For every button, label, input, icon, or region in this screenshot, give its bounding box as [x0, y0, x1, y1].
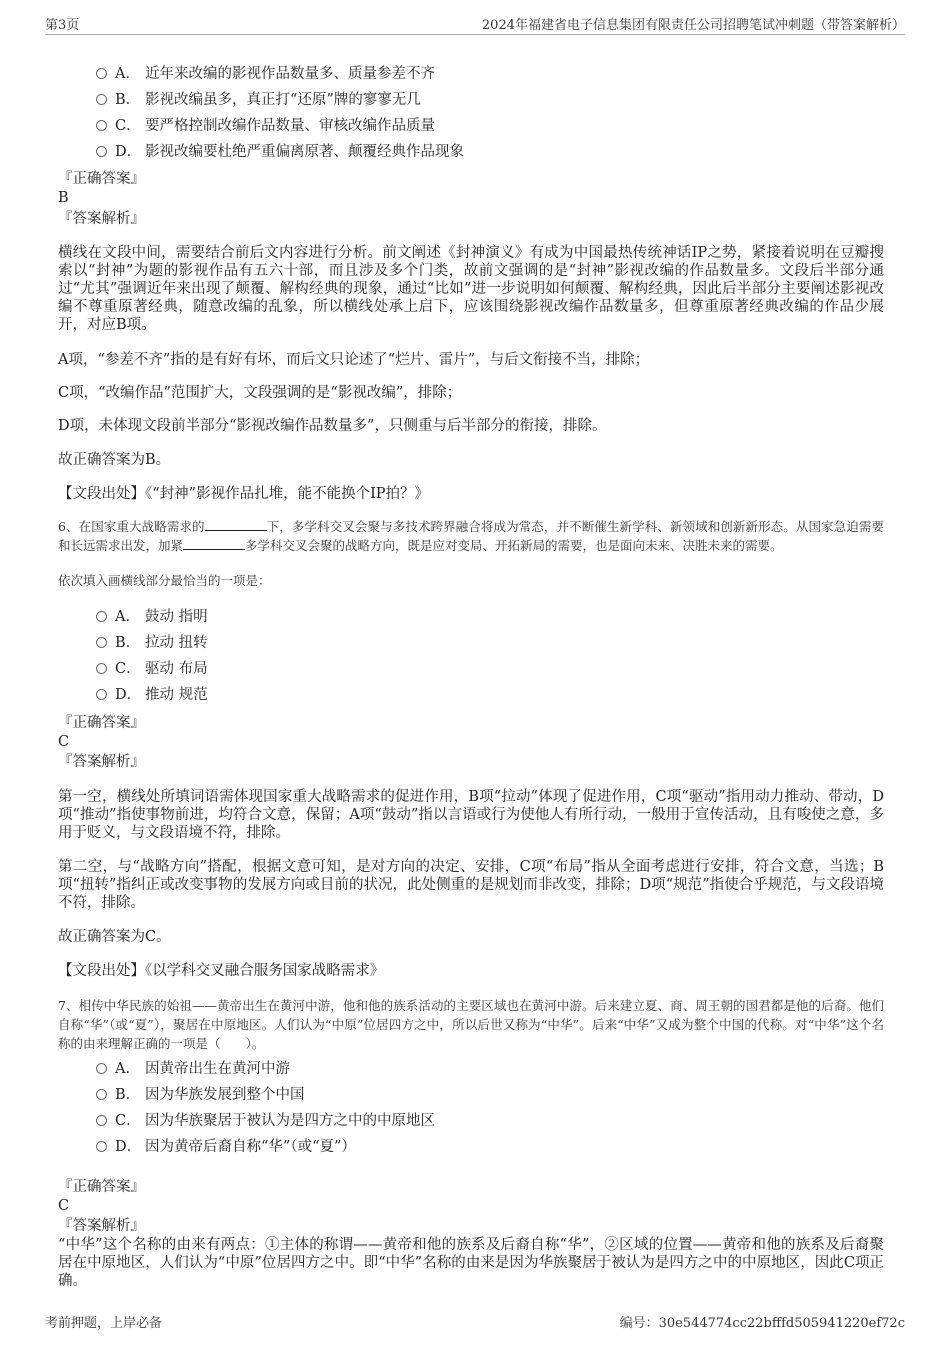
q6-analysis-label: 『答案解析』	[58, 754, 145, 770]
page-number: 第3页	[45, 18, 80, 33]
q6-option-b[interactable]: B． 拉动 扭转	[96, 630, 208, 656]
q7-option-d[interactable]: D． 因为黄帝后裔自称“华”（或“夏”）	[96, 1134, 435, 1160]
radio-icon[interactable]	[96, 637, 107, 648]
footer-slogan: 考前押题，上岸必备	[45, 1316, 163, 1331]
q5-analysis-a: A项，“参差不齐”指的是有好有坏，而后文只论述了“烂片、雷片”，与后文衔接不当，排除；	[58, 352, 650, 368]
radio-icon[interactable]	[96, 611, 107, 622]
q5-option-a[interactable]: A． 近年来改编的影视作品数量多、质量参差不齐	[96, 61, 464, 87]
q6-option-d[interactable]: D． 推动 规范	[96, 682, 208, 708]
q5-answer-label: 『正确答案』	[58, 171, 145, 187]
q5-analysis-label: 『答案解析』	[58, 211, 145, 227]
document-title: 2024年福建省电子信息集团有限责任公司招聘笔试冲刺题（带答案解析）	[481, 18, 905, 33]
q5-option-b[interactable]: B． 影视改编虽多，真正打“还原”牌的寥寥无几	[96, 87, 464, 113]
q7-option-c[interactable]: C． 因为华族聚居于被认为是四方之中的中原地区	[96, 1108, 435, 1134]
q7-options	[96, 1056, 435, 1160]
q5-conclusion: 故正确答案为B。	[58, 452, 171, 468]
q5-analysis-d: D项，未体现文段前半部分“影视改编作品数量多”，只侧重与后半部分的衔接，排除。	[58, 418, 607, 434]
radio-icon[interactable]	[96, 689, 107, 700]
q5-options	[96, 61, 464, 165]
q5-analysis-main: 横线在文段中间，需要结合前后文内容进行分析。前文阐述《封神演义》有成为中国最热传统神话IP之势，紧接着说明在豆瓣搜索以“封神”为题的影视作品有五六十部，而且涉及多个门类，故前文强调的是“封神”影视改编的作品数量多。文段后半部分通过“尤其”强调近年来出现了颠覆、解构经典的现象，通过“比如”进一步说明如何颠覆、解构经典，因此后半部分主要阐述影视改编不尊重原著经典，随意改编的乱象，所以横线处承上启下，应该围绕影视改编作品数量多，但尊重原著经典改编的作品少展开，对应B项。	[58, 245, 884, 333]
page-footer	[45, 1312, 905, 1330]
radio-icon[interactable]	[96, 663, 107, 674]
radio-icon[interactable]	[96, 94, 107, 105]
q5-source: 【文段出处】《“封神”影视作品扎堆，能不能换个IP拍？》	[58, 486, 430, 502]
q6-option-c[interactable]: C． 驱动 布局	[96, 656, 208, 682]
document-serial: 编号：30e544774cc22bfffd505941220ef72c	[619, 1316, 905, 1331]
q6-answer-label: 『正确答案』	[58, 715, 145, 731]
q5-answer: B	[58, 190, 69, 206]
q6-analysis-first: 第一空，横线处所填词语需体现国家重大战略需求的促进作用，B项“拉动”体现了促进作用，C项“驱动”指用动力推动、带动，D项“推动”指使事物前进，均符合文意，保留；A项“鼓动”指以言语或行为使他人有所行动，一般用于宣传活动，且有唆使之意，多用于贬义，与文段语境不符，排除。	[58, 789, 884, 841]
q7-option-b[interactable]: B． 因为华族发展到整个中国	[96, 1082, 435, 1108]
q6-answer: C	[58, 734, 70, 750]
q6-prompt: 依次填入画横线部分最恰当的一项是：	[58, 573, 271, 588]
q6-source: 【文段出处】《以学科交叉融合服务国家战略需求》	[58, 963, 385, 979]
radio-icon[interactable]	[96, 1089, 107, 1100]
q7-stem: 7、相传中华民族的始祖——黄帝出生在黄河中游，他和他的族系活动的主要区域也在黄河中游。后来建立夏、商、周王朝的国君都是他的后裔。他们自称“华”（或“夏”），聚居在中原地区。人们认为“中原”位居四方之中，所以后世又称为“中华”。后来“中华”又成为整个中国的代称。对“中华”这个名称的由来理解正确的一项是（ ）。	[58, 998, 884, 1051]
q7-answer: C	[58, 1198, 70, 1214]
radio-icon[interactable]	[96, 1141, 107, 1152]
q5-analysis-c: C项，“改编作品”范围扩大，文段强调的是“影视改编”，排除；	[58, 385, 462, 401]
page-header	[45, 14, 905, 35]
q7-analysis: “中华”这个名称的由来有两点：①主体的称谓——黄帝和他的族系及后裔自称“华”，②区域的位置——黄帝和他的族系及后裔聚居在中原地区，人们认为“中原”位居四方之中。即“中华”名称的由来是因为华族聚居于被认为是四方之中的中原地区，因此C项正确。	[58, 1237, 884, 1289]
radio-icon[interactable]	[96, 146, 107, 157]
blank-line	[183, 537, 245, 550]
q5-option-d[interactable]: D． 影视改编要杜绝严重偏离原著、颠覆经典作品现象	[96, 139, 464, 165]
radio-icon[interactable]	[96, 1063, 107, 1074]
q6-analysis-second: 第二空，与“战略方向”搭配，根据文意可知，是对方向的决定、安排，C项“布局”指从全面考虑进行安排，符合文意，当选；B项“扭转”指纠正或改变事物的发展方向或目前的状况，此处侧重的是规划而非改变，排除；D项“规范”指使合乎规范，与文段语境不符，排除。	[58, 859, 884, 911]
q6-stem: 6、在国家重大战略需求的 下，多学科交叉会聚与多技术跨界融合将成为常态，并不断催生新学科、新领域和创新新形态。从国家急迫需要和长远需求出发，加紧 多学科交叉会聚的战略方向，既是应对变局、开拓新局的需要，也是面向未来、决胜未来的需要。	[58, 519, 884, 553]
q7-answer-label: 『正确答案』	[58, 1179, 145, 1195]
q6-options	[96, 604, 208, 708]
radio-icon[interactable]	[96, 68, 107, 79]
radio-icon[interactable]	[96, 1115, 107, 1126]
blank-line	[205, 518, 267, 531]
q7-option-a[interactable]: A． 因黄帝出生在黄河中游	[96, 1056, 435, 1082]
radio-icon[interactable]	[96, 120, 107, 131]
q5-option-c[interactable]: C． 要严格控制改编作品数量、审核改编作品质量	[96, 113, 464, 139]
q6-conclusion: 故正确答案为C。	[58, 929, 171, 945]
q6-option-a[interactable]: A． 鼓动 指明	[96, 604, 208, 630]
q7-analysis-label: 『答案解析』	[58, 1218, 145, 1234]
